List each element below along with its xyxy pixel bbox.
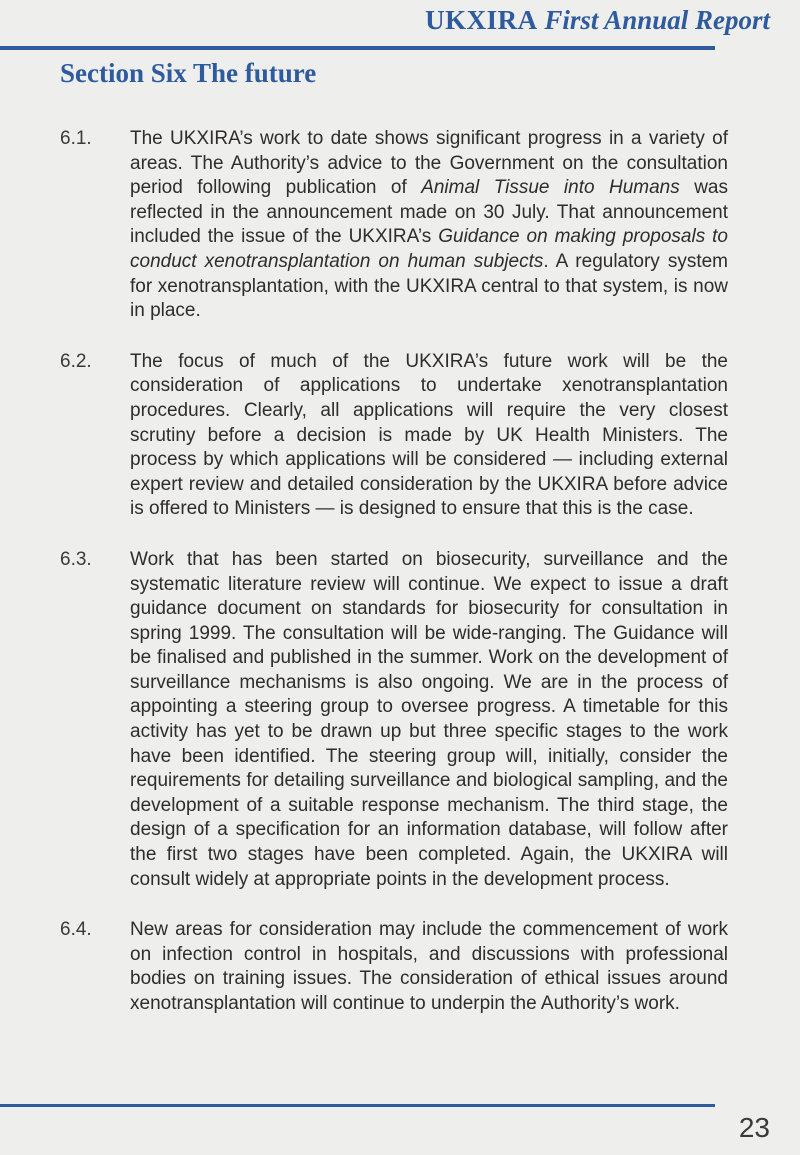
paragraph-number: 6.3. (60, 548, 92, 570)
paragraph-6-4 (60, 918, 728, 1016)
paragraph-6-3 (60, 548, 728, 892)
guidance-title: Guidance on making proposals to conduct xenotransplantation on human subjects (130, 226, 728, 272)
paragraph-text-segment: was reflected in the announcement made on 30 July. That announcement included the issue of the UKXIRA’s (130, 177, 728, 248)
report-header (425, 0, 770, 40)
paragraph-6-1 (60, 127, 728, 324)
publication-title: Animal Tissue into Humans (421, 177, 680, 199)
report-body (60, 127, 728, 1043)
footer-rule (0, 1104, 715, 1107)
paragraph-6-2 (60, 350, 728, 522)
paragraph-text-segment: The UKXIRA’s work to date shows significant progress in a variety of areas. The Authority’s advice to the Government on the consultation period following publication of (130, 128, 728, 199)
header-rule (0, 46, 715, 50)
paragraph-number: 6.4. (60, 919, 92, 941)
paragraph-number: 6.2. (60, 350, 92, 372)
paragraph-text: The focus of much of the UKXIRA’s future work will be the consideration of applications to undertake xenotransplantation procedures. Clearly, all applications will require the very closest scrutiny before a decision is made by UK Health Ministers. The process by which applications will be considered — including external expert review and detailed consideration by the UKXIRA before advice is offered to Ministers — is designed to ensure that this is the case. (130, 350, 728, 520)
header-brand: UKXIRA (425, 5, 538, 35)
paragraph-text: New areas for consideration may include the commencement of work on infection control in hospitals, and discussions with professional bodies on training issues. The consideration of ethical issues around xenotransplantation will continue to underpin the Authority’s work. (130, 919, 728, 1014)
paragraph-number: 6.1. (60, 128, 92, 149)
header-subtitle: First Annual Report (544, 5, 770, 35)
section-title: Section Six The future (60, 58, 317, 88)
paragraph-text: Work that has been started on biosecurity, surveillance and the systematic literature review will continue. We expect to issue a draft guidance document on standards for biosecurity for consultation in spring 1999. The consultation will be wide-ranging. The Guidance will be finalised and published in the summer. Work on the development of surveillance mechanisms is also ongoing. We are in the process of appointing a steering group to oversee progress. A timetable for this activity has yet to be drawn up but three specific stages to the work have been identified. The steering group will, initially, consider the requirements for detailing surveillance and biological sampling, and the development of a suitable response mechanism. The third stage, the design of a specification for an information database, will follow after the first two stages have been completed. Again, the UKXIRA will consult widely at appropriate points in the development process. (130, 548, 728, 890)
paragraph-text-segment: . A regulatory system for xenotransplantation, with the UKXIRA central to that system, is now in place. (130, 250, 728, 322)
page-number: 23 (738, 1112, 770, 1143)
paragraph-text (130, 127, 728, 324)
